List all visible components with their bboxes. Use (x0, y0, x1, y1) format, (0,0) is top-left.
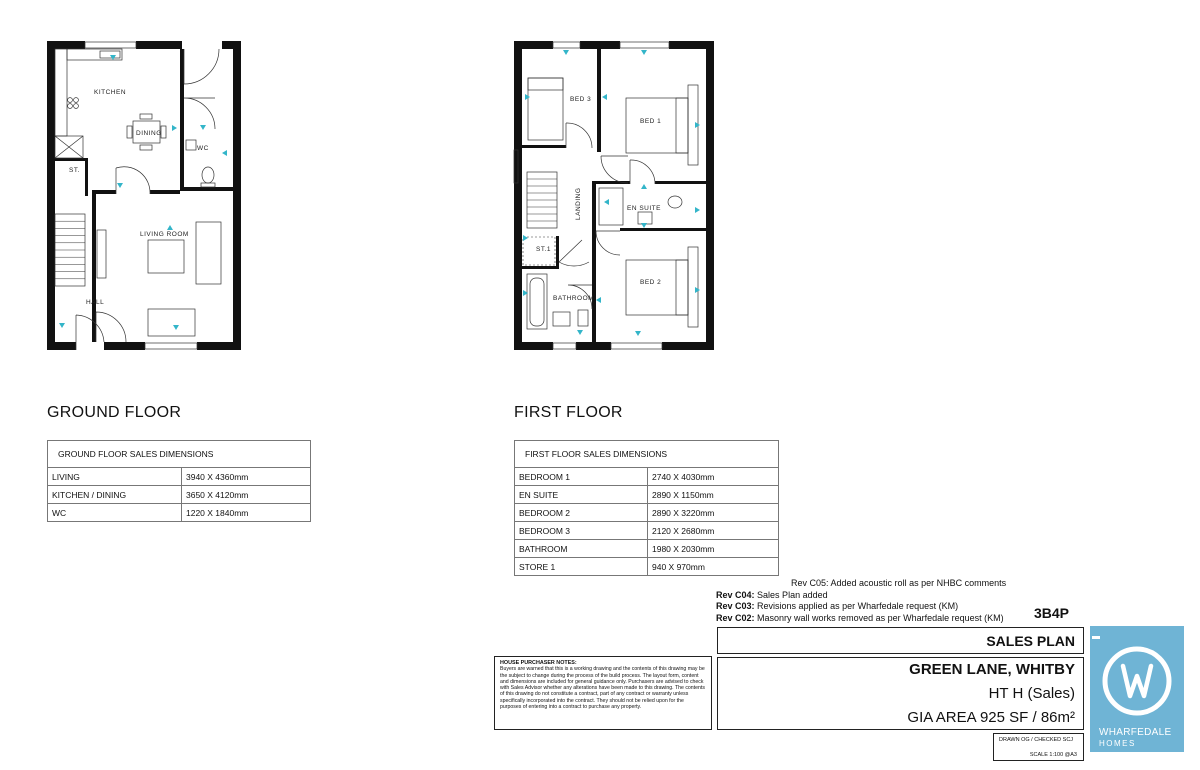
ensuite-shower (599, 188, 623, 225)
ff-wall (522, 266, 556, 269)
table-row (48, 468, 311, 486)
room-label-wc: WC (197, 145, 209, 152)
room-cell: BATHROOM (515, 540, 648, 558)
room-cell: BEDROOM 1 (515, 468, 648, 486)
kitchen-worktop (55, 49, 67, 136)
ground-floor-dimensions-table (47, 440, 311, 522)
table-row (515, 468, 779, 486)
gf-window-kitchen (85, 42, 136, 48)
room-label-en-suite: EN SUITE (627, 205, 661, 212)
room-label-bed-2: BED 2 (640, 279, 662, 286)
table-row (515, 486, 779, 504)
ff-door (630, 160, 655, 184)
bed-3 (528, 78, 563, 140)
ensuite-basin (638, 212, 652, 224)
house-type: HT H (Sales) (988, 685, 1075, 702)
wc-basin (186, 140, 196, 150)
gf-wall-bottom (197, 342, 241, 350)
plan-type: SALES PLAN (986, 633, 1075, 649)
gf-door (184, 98, 215, 129)
room-label-bed-1: BED 1 (640, 118, 662, 125)
table-row (515, 558, 779, 576)
revision-c04: Rev C04: Sales Plan added (716, 589, 828, 600)
bed-2 (626, 260, 688, 315)
size-cell: 3650 X 4120mm (182, 486, 311, 504)
ff-wall-right (706, 41, 714, 350)
gf-window-living (145, 343, 197, 349)
room-label-bed-3: BED 3 (570, 96, 592, 103)
living-rug (148, 240, 184, 273)
ff-wall (592, 231, 596, 342)
notes-heading: HOUSE PURCHASER NOTES: (500, 660, 577, 666)
ff-wall-left (514, 41, 522, 350)
table-row (48, 504, 311, 522)
size-cell: 2890 X 1150mm (648, 486, 779, 504)
size-cell: 2890 X 3220mm (648, 504, 779, 522)
notes-body: Buyers are warned that this is a working drawing and the contents of this drawing may be the subject to change during the process of the build process. The layout form, content and dimensions are included for general guidance only. Purchasers are advised to check with Sales Advisor whether any alterations have been made to this drawing. The contents of this drawing do not constitute a contract, part of any contract or warranty unless specifically incorporated into the contract. They should not be relied upon for the purposes of entering into a contract to purchase any property. (500, 666, 705, 711)
gf-wall-top (47, 41, 85, 49)
wharfedale-logo (1090, 626, 1184, 752)
size-cell: 1220 X 1840mm (182, 504, 311, 522)
gf-wall-store (85, 161, 88, 196)
table-row (515, 504, 779, 522)
kitchen-sink (100, 51, 120, 58)
ff-wall-bottom (514, 342, 553, 350)
gf-wall-bottom (47, 342, 76, 350)
ff-wall (522, 145, 566, 148)
room-label-store-1: ST.1 (536, 246, 552, 253)
ff-window-bed1 (620, 42, 669, 48)
gf-wall-left (47, 41, 55, 350)
ff-door (601, 156, 628, 183)
room-label-store: ST. (69, 167, 80, 174)
room-cell: BEDROOM 3 (515, 522, 648, 540)
ff-wall-top (669, 41, 714, 49)
first-floor-plan (514, 41, 714, 350)
logo-brand: WHARFEDALE (1099, 727, 1172, 738)
room-cell: WC (48, 504, 182, 522)
room-label-hall: HALL (86, 299, 105, 306)
table-title: GROUND FLOOR SALES DIMENSIONS (48, 441, 311, 468)
ff-wall (655, 181, 706, 184)
ff-wall-bottom (662, 342, 714, 350)
ff-door (559, 240, 589, 266)
gf-wall-wc (180, 49, 184, 191)
revision-c05: Rev C05: Added acoustic roll as per NHBC comments (791, 578, 1007, 588)
bathroom-basin (553, 312, 570, 326)
gf-wall-hall (150, 190, 180, 194)
sofa (148, 309, 195, 336)
purchaser-notes (494, 656, 712, 730)
revision-c02: Rev C02: Masonry wall works removed as per Wharfedale request (KM) (716, 612, 1004, 623)
revision-list (716, 578, 1086, 624)
ff-window-bed3 (553, 42, 580, 48)
sofa (196, 222, 221, 284)
table-row (515, 522, 779, 540)
room-label-dining: DINING (136, 130, 162, 137)
ff-wall-top (580, 41, 620, 49)
room-label-bathroom: BATHROOM (553, 295, 595, 302)
ff-wall-bottom (576, 342, 611, 350)
table-title: FIRST FLOOR SALES DIMENSIONS (515, 441, 779, 468)
bed-1 (626, 98, 688, 153)
gf-wall-bottom (104, 342, 145, 350)
logo-sub: HOMES (1099, 739, 1136, 748)
ff-wall (592, 181, 596, 231)
scale: SCALE 1:100 @A3 (1029, 752, 1077, 758)
gf-wall-store (55, 158, 88, 161)
gia-area: GIA AREA 925 SF / 86m² (907, 709, 1075, 726)
gf-door (76, 315, 104, 350)
gf-door (96, 312, 126, 342)
revision-c03: Rev C03: Revisions applied as per Wharfedale request (KM) (716, 601, 959, 611)
ground-floor-plan (47, 41, 241, 350)
ff-wall-top (514, 41, 553, 49)
bathroom-toilet (578, 310, 588, 326)
room-label-living-room: LIVING ROOM (140, 231, 189, 238)
first-floor-dimensions-table (514, 440, 779, 576)
room-cell: STORE 1 (515, 558, 648, 576)
table-row (48, 486, 311, 504)
size-cell: 940 X 970mm (648, 558, 779, 576)
radiator (97, 230, 106, 278)
size-cell: 2740 X 4030mm (648, 468, 779, 486)
ff-door (566, 123, 592, 148)
gf-wall-wc (180, 187, 233, 191)
size-cell: 1980 X 2030mm (648, 540, 779, 558)
ff-window-bed2 (611, 343, 662, 349)
ff-wall (620, 228, 706, 231)
gf-door (184, 49, 219, 84)
first-floor-title: FIRST FLOOR (514, 404, 623, 421)
gf-wall-right (233, 41, 241, 350)
room-cell: LIVING (48, 468, 182, 486)
ff-wall (556, 236, 559, 269)
room-cell: KITCHEN / DINING (48, 486, 182, 504)
gf-wall-top (222, 41, 241, 49)
room-label-landing: LANDING (575, 187, 582, 220)
ground-floor-title: GROUND FLOOR (47, 404, 182, 421)
gf-wall-hall (92, 190, 96, 342)
ensuite-toilet (668, 196, 682, 208)
room-cell: EN SUITE (515, 486, 648, 504)
gf-door (116, 167, 150, 194)
project-box (717, 657, 1084, 730)
gf-wall-top (136, 41, 182, 49)
gf-wall-hall (92, 190, 116, 194)
ff-window-bathroom (553, 343, 576, 349)
wc-toilet (202, 167, 214, 183)
size-cell: 2120 X 2680mm (648, 522, 779, 540)
room-cell: BEDROOM 2 (515, 504, 648, 522)
house-code: 3B4P (1034, 605, 1070, 621)
ff-wall (597, 49, 601, 152)
ff-door (596, 231, 620, 255)
table-row (515, 540, 779, 558)
drawn-box (993, 733, 1084, 761)
site-name: GREEN LANE, WHITBY (909, 661, 1075, 678)
drawn-by: DRAWN OG / CHECKED SCJ (999, 737, 1074, 743)
room-label-kitchen: KITCHEN (94, 89, 127, 96)
size-cell: 3940 X 4360mm (182, 468, 311, 486)
plan-type-box (717, 627, 1084, 654)
